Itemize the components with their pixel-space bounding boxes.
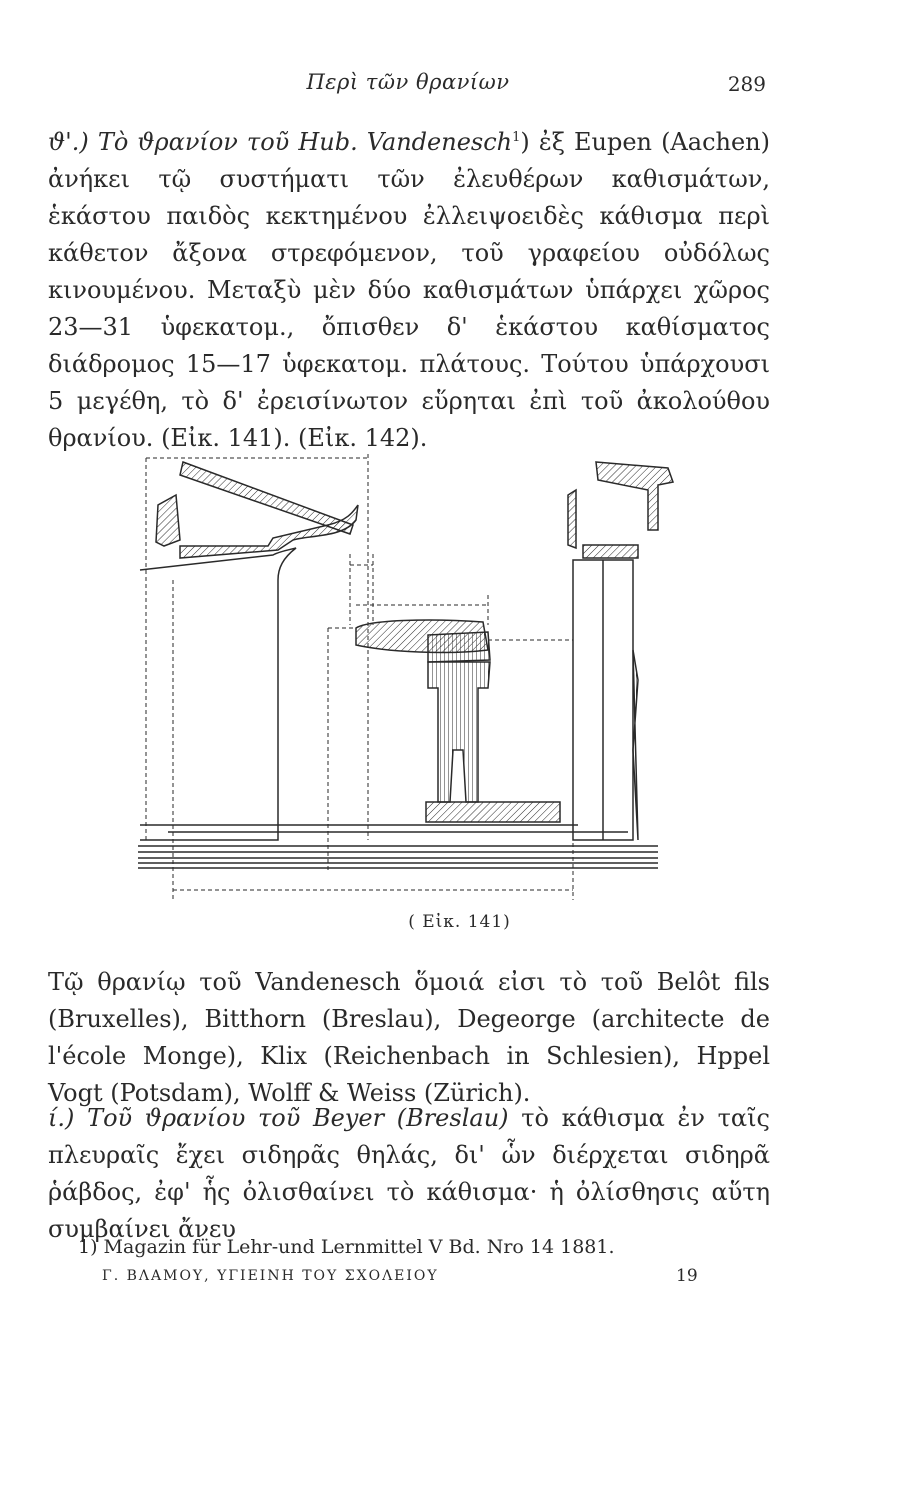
running-title: Περὶ τῶν θρανίων — [306, 70, 510, 94]
figure-141 — [128, 450, 688, 910]
section-heading-iota: ί.) Τοῦ ϑρανίου τοῦ Beyer (Breslau) — [48, 1104, 509, 1132]
figure-caption: ( Εἰκ. 141) — [408, 912, 511, 932]
school-desk-illustration — [128, 450, 688, 910]
left-desk — [140, 462, 628, 840]
paragraph-vandenesch-text: ) ἐξ Eupen (Aachen) ἀνήκει τῷ συστήματι τῶν ἐλευθέρων καθισμάτων, ἑκάστου παιδὸς κεκτημένου ἐλλειψοειδὲς κάθισμα περὶ κάθετον ἄξονα στρεφόμενον, τοῦ γραφείου οὐδόλως κινουμένου. Μεταξὺ μὲν δύο καθισμάτων ὑπάρχει χῶρος 23—31 ὑφεκατομ., ὄπισθεν δ' ἑκάστου καθίσματος διάδρομος 15—17 ὑφεκατομ. πλάτους. Τούτου ὑπάρχουσι 5 μεγέθη, τὸ δ' ἐρεισίνωτον εὕρηται ἐπὶ τοῦ ἀκολούθου θρανίου. (Εἰκ. 141). (Εἰκ. 142). — [48, 128, 770, 452]
signature-mark: 19 — [676, 1266, 698, 1286]
footnote-reference: 1 — [512, 130, 521, 145]
section-heading-theta: ϑ'.) Τὸ ϑρανίον τοῦ Hub. Vandenesch — [48, 128, 513, 156]
paragraph-beyer-text: τὸ κάθισμα ἐν ταῖς πλευραῖς ἔχει σιδηρᾶς θηλάς, δι' ὧν διέρχεται σιδηρᾶ ῥάβδος, ἐφ' ἧς ὀλισθαίνει τὸ κάθισμα· ἡ ὀλίσθησις αὕτη συμβαίνει ἄνευ — [48, 1104, 770, 1243]
floor-lines — [138, 846, 658, 868]
paragraph-beyer — [48, 1100, 770, 1248]
paragraph-similar-desks: Τῷ θρανίῳ τοῦ Vandenesch ὅμοιά εἰσι τὸ τοῦ Belôt fils (Bruxelles), Bitthorn (Breslau), Degeorge (architecte de l'école Monge), Klix (Reichenbach in Schlesien), Hppel Vogt (Potsdam), Wolff & Weiss (Zürich). — [48, 968, 770, 1107]
page-header — [48, 70, 768, 110]
paragraph-vandenesch — [48, 124, 770, 457]
printer-signature: Γ. ΒΛΑΜΟΥ, ΥΓΙΕΙΝΗ ΤΟΥ ΣΧΟΛΕΙΟΥ — [102, 1268, 439, 1284]
page-number: 289 — [727, 72, 766, 96]
dimension-lines — [146, 454, 573, 900]
footnote: 1) Magazin für Lehr-und Lernmittel V Bd. Nro 14 1881. — [78, 1236, 615, 1258]
swivel-seat — [356, 620, 560, 822]
right-desk — [568, 462, 673, 840]
